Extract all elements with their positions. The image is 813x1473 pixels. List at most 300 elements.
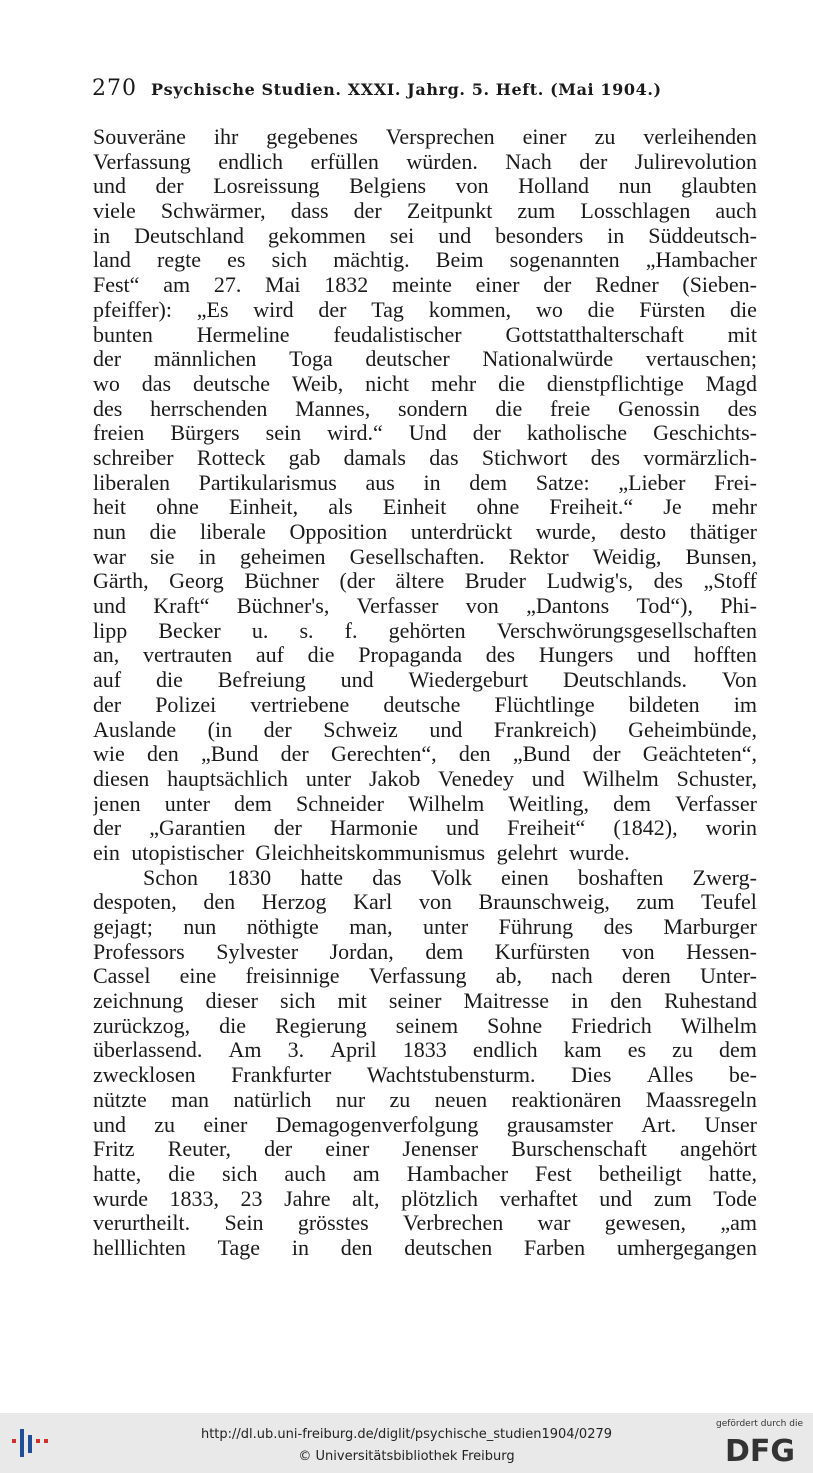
word: Verbrechen xyxy=(403,1211,504,1236)
word: des xyxy=(485,643,516,668)
word: gekommen xyxy=(268,223,366,248)
word: Hermeline xyxy=(196,322,290,347)
text-line xyxy=(93,668,757,693)
word: Tode xyxy=(713,1186,757,1211)
word: zum xyxy=(653,1186,692,1211)
word: thätiger xyxy=(689,520,757,544)
word: zu xyxy=(389,1087,411,1112)
word: Einheit, xyxy=(229,495,299,520)
word: man xyxy=(171,1087,209,1112)
word: s. xyxy=(299,618,314,643)
word: „Es xyxy=(196,297,229,322)
word: Losreissung xyxy=(213,174,320,199)
word: Frankreich) xyxy=(493,717,597,742)
word: 1832 xyxy=(324,273,369,298)
word: wurde xyxy=(93,1186,148,1211)
word: (in xyxy=(207,717,233,742)
word: wird.“ xyxy=(327,421,383,446)
word: Befreiung xyxy=(217,668,306,693)
word: unter xyxy=(423,915,469,939)
text-line xyxy=(93,1113,757,1138)
word: Rektor xyxy=(508,544,569,569)
word: Volk xyxy=(430,865,472,890)
word: des xyxy=(590,445,621,470)
word: Jahre xyxy=(284,1186,331,1211)
word: gegebenes xyxy=(266,125,358,149)
word: das xyxy=(429,445,459,470)
word: des xyxy=(603,915,633,939)
word: Jordan, xyxy=(329,939,394,964)
word: die xyxy=(587,297,615,322)
word: in xyxy=(423,470,441,495)
word: Wilhelm xyxy=(582,766,659,791)
word: Bunsen, xyxy=(685,544,757,569)
word: der xyxy=(592,742,621,767)
word: Holland xyxy=(518,174,590,199)
word: die xyxy=(730,297,757,322)
word: Fest xyxy=(535,1161,572,1186)
word: Fürsten xyxy=(639,297,706,322)
word: liberalen xyxy=(93,470,170,495)
text-line xyxy=(93,372,757,397)
word: unter xyxy=(305,766,352,791)
word: auf xyxy=(255,643,284,668)
word: bildeten xyxy=(628,692,700,717)
source-url[interactable]: http://dl.ub.uni-freiburg.de/diglit/psychische_studien1904/0279 xyxy=(200,1427,613,1442)
text-line xyxy=(93,298,757,323)
word: schreiber xyxy=(93,445,174,470)
word: von xyxy=(621,939,655,964)
word: dienstpflichtige xyxy=(546,371,684,396)
word: und xyxy=(93,174,126,199)
word: pfeiffer): xyxy=(93,297,172,322)
text-line xyxy=(93,1137,757,1162)
word: hauptsächlich xyxy=(167,766,289,791)
word: nun xyxy=(618,174,652,199)
text-line xyxy=(93,594,757,619)
word: verhaftet xyxy=(499,1186,578,1211)
word: es xyxy=(227,248,246,273)
text-line xyxy=(93,495,757,520)
word: Demagogenverfolgung xyxy=(275,1112,479,1137)
word: nöthigte xyxy=(246,915,319,939)
word: Stichwort xyxy=(481,445,568,470)
word: Nach xyxy=(505,149,552,174)
word: auch xyxy=(715,199,757,224)
text-line xyxy=(93,816,757,841)
footer-bar xyxy=(0,1413,813,1473)
word: Fest“ xyxy=(93,273,140,298)
word: zum xyxy=(636,890,675,915)
word: Karl xyxy=(353,890,393,915)
word: Farben xyxy=(523,1235,586,1260)
word: gejagt; xyxy=(93,915,153,939)
word: Georg xyxy=(169,569,224,594)
word: (1842), xyxy=(613,816,678,841)
word: Marburger xyxy=(663,915,757,939)
word: 23 xyxy=(240,1186,263,1211)
text-line xyxy=(93,890,757,915)
word: Hungers xyxy=(538,643,614,668)
word: regte xyxy=(157,248,202,273)
text-line xyxy=(93,125,757,150)
text-line xyxy=(93,397,757,422)
word: zurückzog, xyxy=(93,1013,191,1038)
text-line xyxy=(93,841,757,866)
word: mehr xyxy=(431,371,477,396)
word: viele xyxy=(93,199,136,224)
word: endlich xyxy=(218,149,283,174)
text-line xyxy=(93,520,757,545)
word: Verfasser xyxy=(356,594,439,619)
text-line xyxy=(93,1088,757,1113)
word: Süddeutsch- xyxy=(648,223,757,248)
copyright-notice: © Universitätsbibliothek Freiburg xyxy=(298,1449,515,1464)
word: wo xyxy=(535,297,563,322)
word: Frankfurter xyxy=(231,1063,332,1088)
word: Propaganda xyxy=(358,643,463,668)
word: Schweiz xyxy=(323,717,398,742)
word: zu xyxy=(672,1038,693,1063)
word: sei xyxy=(389,223,415,248)
word: Hambacher xyxy=(406,1161,509,1186)
word: Wilhelm xyxy=(408,791,485,816)
word: Polizei xyxy=(155,692,217,717)
word: gewesen, xyxy=(604,1211,687,1236)
text-line xyxy=(93,1211,757,1236)
word: deren xyxy=(621,964,671,989)
word: Nationalwürde xyxy=(482,347,614,372)
word: Büchner's, xyxy=(236,594,330,619)
word: Mannes, xyxy=(295,396,371,421)
word: Cassel xyxy=(93,964,151,989)
word: in xyxy=(198,544,216,569)
word: die xyxy=(149,520,177,544)
word: Souveräne xyxy=(93,125,186,149)
word: besonders xyxy=(495,223,584,248)
word: Geschichts- xyxy=(653,421,757,446)
word: (der xyxy=(339,569,375,594)
word: am xyxy=(352,1161,380,1186)
word: der xyxy=(93,816,122,841)
word: betheiligt xyxy=(598,1161,682,1186)
word: Dies xyxy=(571,1063,612,1088)
word: Tod“), xyxy=(636,594,693,619)
word: der xyxy=(273,816,302,841)
word: worin xyxy=(705,816,757,841)
word: deutschen xyxy=(404,1235,493,1260)
word: Wiedergeburt xyxy=(408,668,529,693)
word: Büchner xyxy=(244,569,319,594)
page-number: 270 xyxy=(92,76,137,101)
word: mehr xyxy=(711,495,757,520)
text-line xyxy=(93,421,757,446)
word: Schon xyxy=(143,865,198,890)
word: die xyxy=(155,668,183,693)
word: in xyxy=(607,223,625,248)
word: Venedey xyxy=(438,766,514,791)
word: der xyxy=(280,742,309,767)
word: sie xyxy=(150,544,175,569)
word: würden. xyxy=(406,149,478,174)
word: Magd xyxy=(705,371,757,396)
word: 1833, xyxy=(169,1186,220,1211)
word: die xyxy=(498,371,526,396)
dfg-logo-icon xyxy=(717,1433,803,1465)
word: einer xyxy=(325,1137,370,1162)
word: der xyxy=(579,149,608,174)
word: einen xyxy=(501,865,549,890)
word: Geheimbünde, xyxy=(628,717,757,742)
word: ohne xyxy=(476,495,520,520)
word: dem xyxy=(613,791,651,816)
word: der xyxy=(264,1137,293,1162)
text-line xyxy=(93,150,757,175)
text-line xyxy=(93,323,757,348)
text-line xyxy=(93,915,757,940)
word: und xyxy=(438,223,472,248)
word: überlassend. xyxy=(93,1038,203,1063)
word: ab, xyxy=(495,964,522,989)
word: Satze: xyxy=(535,470,590,495)
word: einer xyxy=(203,1112,248,1137)
word: heit xyxy=(93,495,126,520)
word: diesen xyxy=(93,766,150,791)
word: Gärth, xyxy=(93,569,149,594)
text-line xyxy=(93,1014,757,1039)
word: wie xyxy=(93,742,125,767)
word: jenen xyxy=(93,791,141,816)
word: nützte xyxy=(93,1087,147,1112)
word: als xyxy=(328,495,353,520)
word: „Stoff xyxy=(703,569,757,594)
word: Weitling, xyxy=(508,791,590,816)
word: sich xyxy=(222,1161,258,1186)
word: Beim xyxy=(435,248,484,273)
word: das xyxy=(372,865,402,890)
word: deutsche xyxy=(383,692,461,717)
text-line xyxy=(93,940,757,965)
word: nach xyxy=(551,964,593,989)
word: Losschlagen xyxy=(580,199,691,224)
word: seinem xyxy=(395,1013,459,1038)
word: Und xyxy=(408,421,447,446)
dfg-block xyxy=(711,1419,803,1469)
word: Deutschland xyxy=(134,223,245,248)
word: Weib, xyxy=(291,371,344,396)
word: am xyxy=(163,273,191,298)
word: deutscher xyxy=(365,347,450,372)
word: katholische xyxy=(526,421,628,446)
word: Opposition xyxy=(289,520,388,544)
word: und xyxy=(446,816,480,841)
page-header xyxy=(92,76,732,106)
word: in xyxy=(571,989,589,1014)
word: von xyxy=(455,174,489,199)
word: wo xyxy=(93,371,120,396)
word: Gesellschaften. xyxy=(349,544,485,569)
word: Kurfürsten xyxy=(494,939,591,964)
word: Burschenschaft xyxy=(511,1137,647,1162)
word: Von xyxy=(721,668,757,693)
word: (Sieben- xyxy=(682,273,757,298)
text-line xyxy=(93,199,757,224)
word: 3. xyxy=(287,1038,305,1063)
word: und xyxy=(340,668,374,693)
word: vertrauten xyxy=(142,643,233,668)
word: alt, xyxy=(352,1186,380,1211)
word: Auslande xyxy=(93,717,177,742)
word: Verschwörungsgesellschaften xyxy=(496,618,757,643)
dfg-logo-text: DFG xyxy=(724,1434,796,1465)
word: be- xyxy=(728,1063,757,1088)
word: kam xyxy=(563,1038,602,1063)
text-line xyxy=(93,619,757,644)
word: Sohne xyxy=(487,1013,543,1038)
word: Weidig, xyxy=(592,544,662,569)
word: die xyxy=(168,1161,196,1186)
word: einer xyxy=(522,125,567,149)
word: 1830 xyxy=(227,865,272,890)
text-line xyxy=(93,1236,757,1261)
word: Je xyxy=(663,495,682,520)
word: Reuter, xyxy=(167,1137,231,1162)
word: auf xyxy=(93,668,122,693)
word: Toga xyxy=(289,347,333,372)
word: die xyxy=(495,396,523,421)
text-line xyxy=(93,693,757,718)
word: feudalistischer xyxy=(333,322,462,347)
word: den xyxy=(340,1235,373,1260)
word: den xyxy=(458,742,491,767)
word: Genossin xyxy=(618,396,700,421)
word: sich xyxy=(280,989,316,1014)
word: Freiheit.“ xyxy=(549,495,634,520)
word: ohne xyxy=(156,495,199,520)
word: „am xyxy=(720,1211,757,1236)
text-line xyxy=(93,569,757,594)
word: bunten xyxy=(93,322,153,347)
word: neuen xyxy=(434,1087,488,1112)
word: Zeitpunkt xyxy=(406,199,493,224)
word: Maassregeln xyxy=(645,1087,757,1112)
word: „Garantien xyxy=(149,816,246,841)
word: freisinnige xyxy=(245,964,340,989)
word: Verfassung xyxy=(93,149,191,174)
word: des xyxy=(93,396,123,421)
word: Freiheit“ xyxy=(507,816,586,841)
word: u. xyxy=(251,618,269,643)
text-line xyxy=(93,545,757,570)
text-line xyxy=(93,718,757,743)
word: Belgiens xyxy=(349,174,427,199)
word: die xyxy=(219,1013,247,1038)
word: verurtheilt. xyxy=(93,1211,191,1236)
word: sondern xyxy=(397,396,468,421)
word: Versprechen xyxy=(385,125,495,149)
word: despoten, xyxy=(93,890,177,915)
word: dieser xyxy=(205,989,258,1014)
word: „Bund xyxy=(200,742,259,767)
word: sich xyxy=(271,248,308,273)
text-line xyxy=(93,1063,757,1088)
word: des xyxy=(727,396,757,421)
word: Phi- xyxy=(720,594,757,619)
word: Wachtstubensturm. xyxy=(366,1063,536,1088)
word: vertriebene xyxy=(250,692,350,717)
word: Art. xyxy=(641,1112,677,1137)
text-line xyxy=(93,1162,757,1187)
word: kommen, xyxy=(428,297,512,322)
word: hatte, xyxy=(708,1161,757,1186)
word: Mai xyxy=(265,273,301,298)
word: das xyxy=(141,371,172,396)
word: und xyxy=(429,717,463,742)
word: einer xyxy=(475,273,520,298)
word: Deutschlands. xyxy=(563,668,688,693)
word: Partikularismus xyxy=(198,470,337,495)
word: der xyxy=(318,297,347,322)
word: der xyxy=(472,421,501,446)
word: und xyxy=(637,643,671,668)
text-line xyxy=(93,347,757,372)
word: Schwärmer, xyxy=(160,199,266,224)
word: mächtig. xyxy=(333,248,410,273)
word: hofften xyxy=(693,643,757,668)
word: vormärzlich- xyxy=(643,445,757,470)
word: Teufel xyxy=(701,890,757,915)
word: man, xyxy=(349,915,393,939)
word: angehört xyxy=(680,1137,757,1162)
word: Verfasser xyxy=(675,791,757,816)
word: unterdrückt xyxy=(410,520,513,544)
word: liberale xyxy=(199,520,266,544)
word: wurde, xyxy=(535,520,597,544)
word: der xyxy=(155,174,184,199)
word: freien xyxy=(93,421,145,446)
word: der xyxy=(93,347,122,372)
word: der xyxy=(93,692,122,717)
word: von xyxy=(418,890,452,915)
word: Redner xyxy=(595,273,659,298)
word: „Bund xyxy=(512,742,571,767)
word: Unser xyxy=(704,1112,757,1137)
word: Gerechten“, xyxy=(330,742,437,767)
word: im xyxy=(733,692,757,717)
text-line xyxy=(93,224,757,249)
word: deutsche xyxy=(193,371,270,396)
word: vertauschen; xyxy=(645,347,757,372)
word: Maitresse xyxy=(463,989,550,1014)
running-head: Psychische Studien. XXXI. Jahrg. 5. Heft. (Mai 1904.) xyxy=(151,80,662,99)
word: Becker xyxy=(158,618,221,643)
word: damals xyxy=(343,445,406,470)
word: meinte xyxy=(391,273,452,298)
word: dass xyxy=(290,199,329,224)
word: Rotteck xyxy=(196,445,266,470)
text-line xyxy=(93,1038,757,1063)
word: erfüllen xyxy=(310,149,379,174)
word: der xyxy=(353,199,382,224)
word: Flüchtlinge xyxy=(494,692,595,717)
word: die xyxy=(307,643,335,668)
text-line xyxy=(93,273,757,298)
word: lipp xyxy=(93,618,128,643)
word: Braunschweig, xyxy=(478,890,610,915)
word: verleihenden xyxy=(643,125,757,149)
word: nun xyxy=(183,915,217,939)
word: 27. xyxy=(213,273,242,298)
